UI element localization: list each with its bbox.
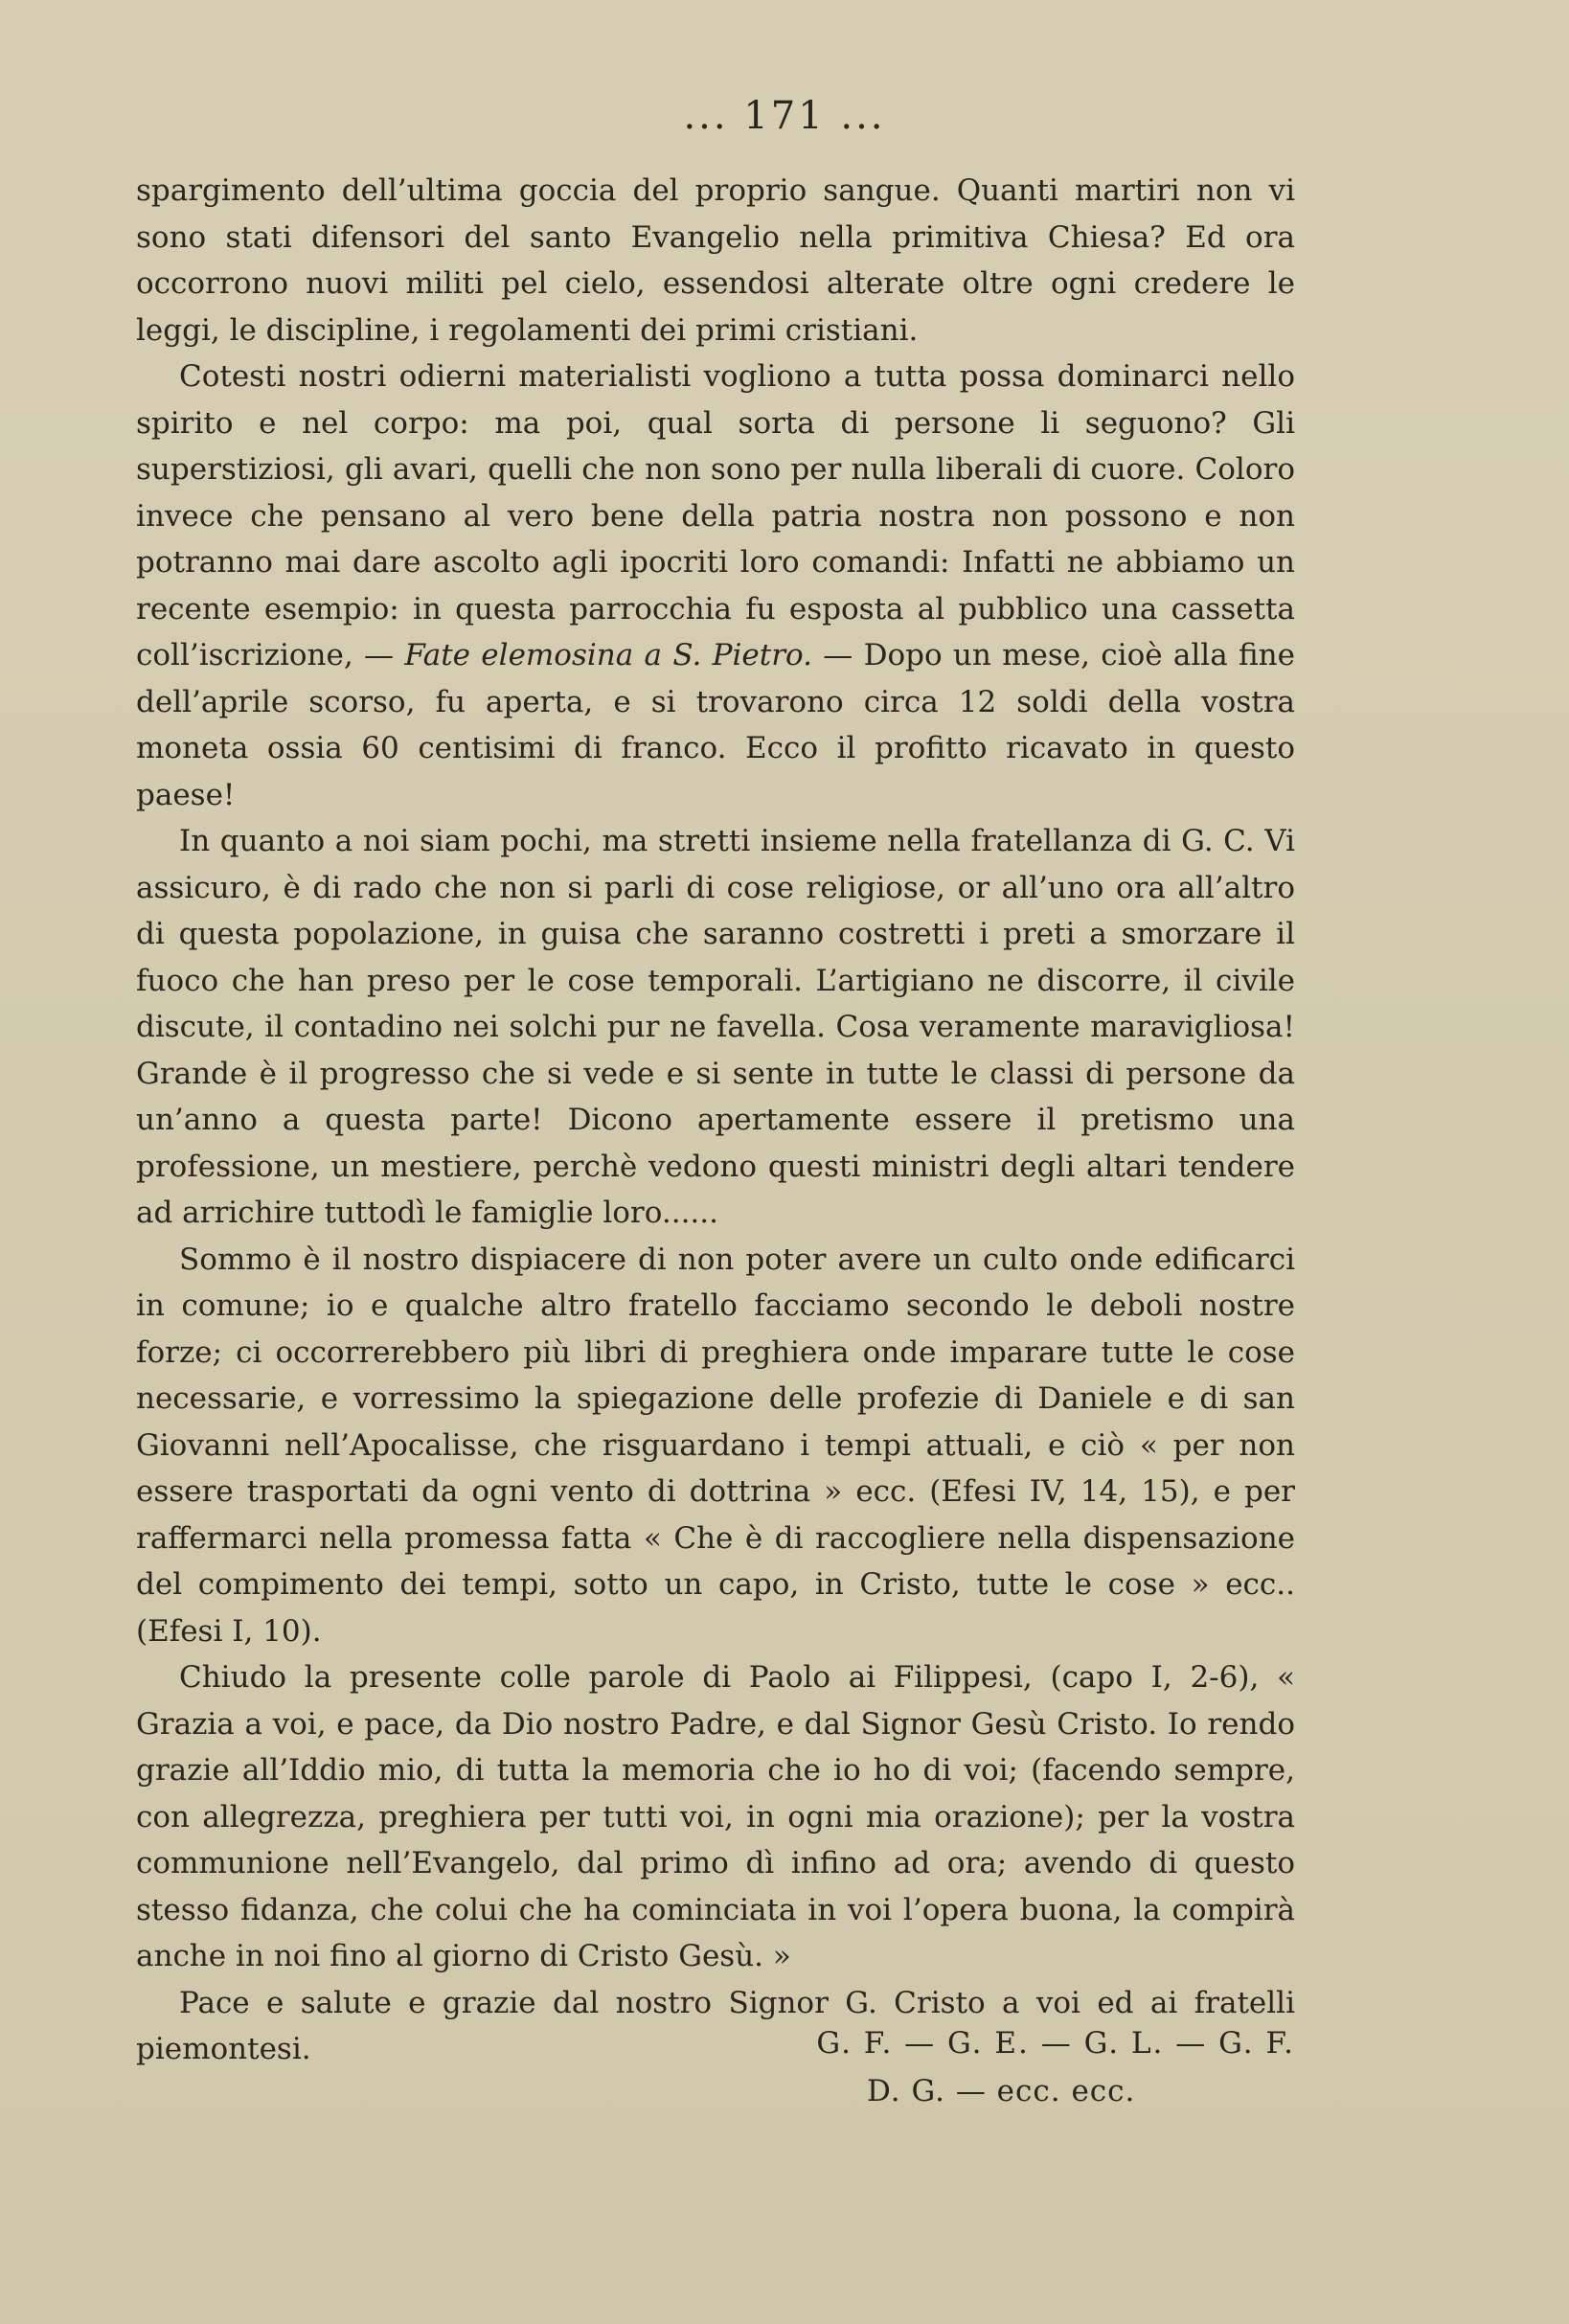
paragraph — [136, 818, 1295, 1237]
paragraph — [136, 168, 1295, 353]
signature-block — [0, 2019, 1295, 2108]
paragraph-text: In quanto a noi siam pochi, ma stretti insieme nella fratellanza di G. C. Vi assicuro, è di rado che non si parli di cose religiose, or all’uno ora all’altro di questa popolazione, in guisa che saranno costretti i preti a smorzare il fuoco che han preso per le cose temporali. L’artigiano ne discorre, il civile discute, il contadino nei solchi pur ne favella. Cosa veramente maravigliosa! Grande è il progresso che si vede e si sente in tutte le classi di persone da un’anno a questa parte! Dicono apertamente essere il pretismo una professione, un mestiere, perchè vedono questi ministri degli altari tendere ad arrichire tuttodì le famiglie loro...... — [136, 824, 1295, 1230]
paragraph-text: Pace e salute e grazie dal nostro Signor G. Cristo a voi ed ai fratelli piemontesi. — [136, 1985, 1295, 2066]
paragraph-text: Sommo è il nostro dispiacere di non poter avere un culto onde edificarci in comune; io e qualche altro fratello facciamo secondo le deboli nostre forze; ci occorrerebbero più libri di preghiera onde imparare tutte le cose necessarie, e vorressimo la spiegazione delle profezie di Daniele e di san Giovanni nell’Apocalisse, che risguardano i tempi attuali, e ciò « per non essere trasportati da ogni vento di dottrina » ecc. (Efesi IV, 14, 15), e per raffermarci nella promessa fatta « Che è di raccogliere nella dispensazione del compimento dei tempi, sotto un capo, in Cristo, tutte le cose » ecc.. (Efesi I, 10). — [136, 1242, 1295, 1649]
paragraph-text: spargimento dell’ultima goccia del proprio sangue. Quanti martiri non vi sono stati difensori del santo Evangelio nella primitiva Chiesa? Ed ora occorrono nuovi militi pel cielo, essendosi alterate oltre ogni credere le leggi, le discipline, i regolamenti dei primi cristiani. — [136, 173, 1295, 348]
signature-line-1: G. F. — G. E. — G. L. — G. F. — [816, 2026, 1295, 2061]
letter-body — [136, 168, 1295, 2073]
paragraph — [136, 1654, 1295, 1980]
paragraph-text: — Dopo un mese, cioè alla fine dell’aprile scorso, fu aperta, e si trovarono circa 12 soldi della vostra moneta ossia 60 centisimi di franco. Ecco il profitto ricavato in questo paese! — [136, 638, 1295, 812]
italic-text: Fate elemosina a S. Pietro. — [404, 638, 812, 672]
paragraph — [136, 353, 1295, 818]
signature-line-2: D. G. — ecc. ecc. — [867, 2074, 1136, 2108]
paragraph — [136, 1237, 1295, 1655]
paragraph-text: Chiudo la presente colle parole di Paolo ai Filippesi, (capo I, 2-6), « Grazia a voi, e pace, da Dio nostro Padre, e dal Signor Gesù Cristo. Io rendo grazie all’Iddio mio, di tutta la memoria che io ho di voi; (facendo sempre, con allegrezza, preghiera per tutti voi, in ogni mia orazione); per la vostra communione nell’Evangelo, dal primo dì infino ad ora; avendo di questo stesso fidanza, che colui che ha cominciata in voi l’opera buona, la compirà anche in noi fino al giorno di Cristo Gesù. » — [136, 1660, 1295, 1973]
paragraph-text: Cotesti nostri odierni materialisti vogliono a tutta possa dominarci nello spirito e nel corpo: ma poi, qual sorta di persone li seguono? Gli superstiziosi, gli avari, quelli che non sono per nulla liberali di cuore. Coloro invece che pensano al vero bene della patria nostra non possono e non potranno mai dare ascolto agli ipocriti loro comandi: Infatti ne abbiamo un recente esempio: in questa parrocchia fu esposta al pubblico una cassetta coll’iscrizione, — — [136, 359, 1295, 672]
page-number: ... 171 ... — [683, 94, 886, 138]
